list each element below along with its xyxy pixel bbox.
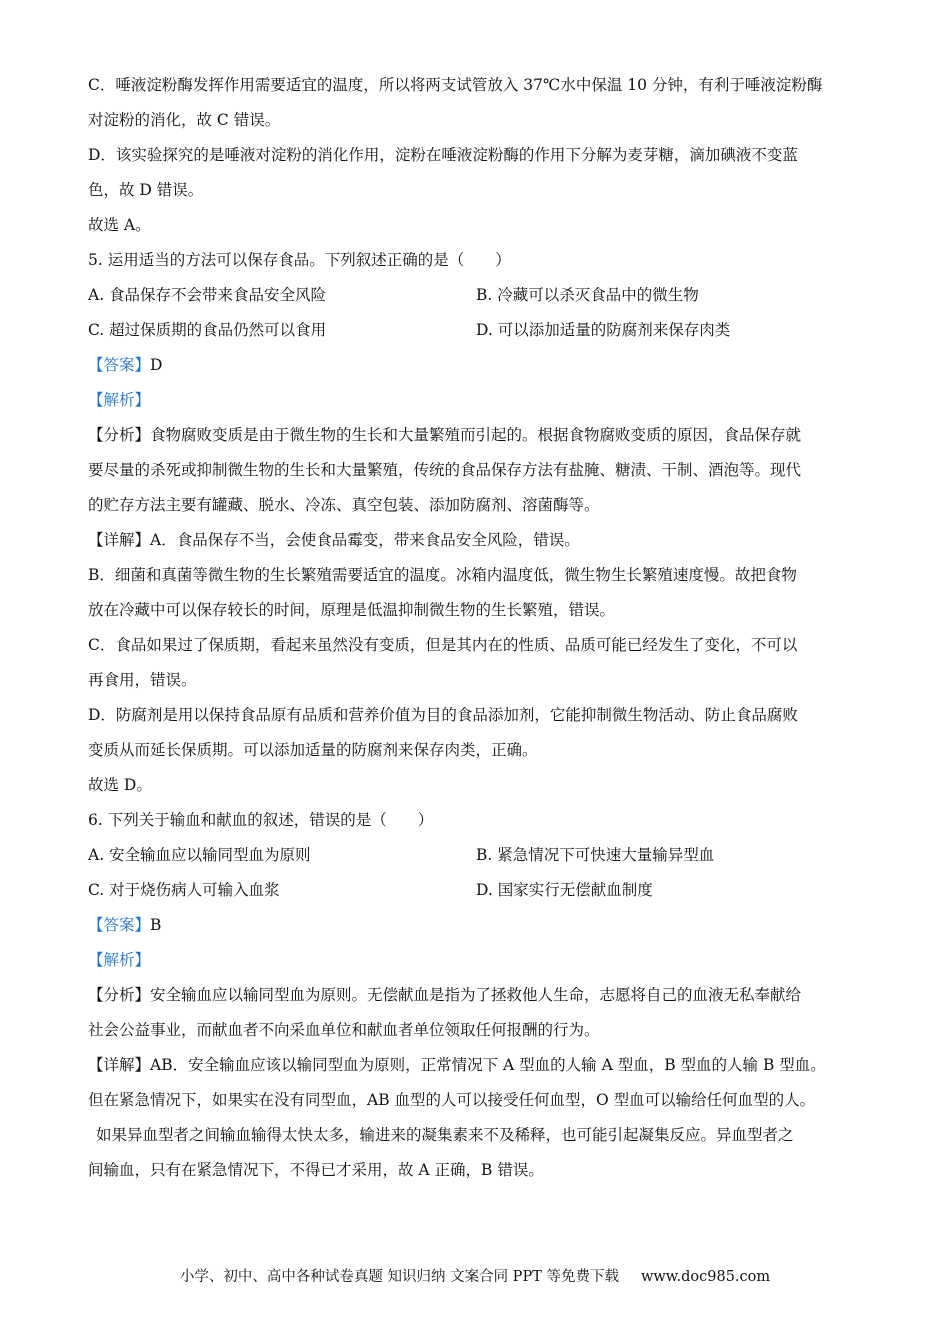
footer-url[interactable]: www.doc985.com — [640, 1269, 771, 1285]
q6-detail-line3 — [88, 1118, 868, 1153]
q5-detail-d-line2: 变质从而延长保质期。可以添加适量的防腐剂来保存肉类，正确。 — [88, 741, 538, 759]
question-5-options-row1 — [88, 278, 868, 313]
prev-option-d-line2: 色，故 D 错误。 — [88, 181, 204, 199]
q6-option-a: A. 安全输血应以输同型血为原则 — [88, 846, 311, 864]
q6-answer-tag: 【答案】 — [88, 916, 151, 934]
q6-detail-text1: AB．安全输血应该以输同型血为原则，正常情况下 A 型血的人输 A 型血，B 型血的人输 B 型血。 — [150, 1056, 826, 1074]
q5-detail-d-line1: D．防腐剂是用以保持食品原有品质和营养价值为目的食品添加剂，它能抑制微生物活动、防止食品腐败 — [88, 706, 798, 724]
q5-detail-c-line2: 再食用，错误。 — [88, 671, 197, 689]
prev-option-c-line2: 对淀粉的消化，故 C 错误。 — [88, 111, 281, 129]
q5-fenxi-text1: 食物腐败变质是由于微生物的生长和大量繁殖而引起的。根据食物腐败变质的原因，食品保存就 — [150, 426, 802, 444]
question-6-options-row1 — [88, 838, 868, 873]
q6-analysis-tag: 【解析】 — [88, 951, 151, 969]
prev-option-c-line1: C．唾液淀粉酶发挥作用需要适宜的温度，所以将两支试管放入 37℃水中保温 10 分钟，有利于唾液淀粉酶 — [88, 76, 823, 94]
q5-answer-tag: 【答案】 — [88, 356, 151, 374]
question-6-stem: 6. 下列关于输血和献血的叙述，错误的是（ ） — [88, 811, 434, 829]
q6-analysis-heading — [88, 943, 868, 978]
footer-text: 小学、初中、高中各种试卷真题 知识归纳 文案合同 PPT 等免费下载 — [179, 1269, 619, 1285]
q6-detail-line2: 但在紧急情况下，如果实在没有同型血，AB 血型的人可以接受任何血型，O 型血可以输给任何血型的人。 — [88, 1091, 816, 1109]
q6-option-c: C. 对于烧伤病人可输入血浆 — [88, 881, 280, 899]
q6-fenxi-line1 — [88, 978, 868, 1013]
q5-fenxi-line1 — [88, 418, 868, 453]
q6-option-d: D. 国家实行无偿献血制度 — [476, 881, 653, 899]
q6-answer — [88, 908, 868, 943]
q6-answer-value: B — [150, 916, 162, 934]
prev-conclusion: 故选 A。 — [88, 216, 151, 234]
q6-option-b: B. 紧急情况下可快速大量输异型血 — [476, 846, 715, 864]
prev-option-d-line1: D．该实验探究的是唾液对淀粉的消化作用，淀粉在唾液淀粉酶的作用下分解为麦芽糖，滴加碘液不变蓝 — [88, 146, 798, 164]
q6-fenxi-line2: 社会公益事业，而献血者不向采血单位和献血者单位领取任何报酬的行为。 — [88, 1021, 600, 1039]
q6-fenxi-text1: 安全输血应以输同型血为原则。无偿献血是指为了拯救他人生命，志愿将自己的血液无私奉献给 — [150, 986, 802, 1004]
q5-detail-a-text: A．食品保存不当，会使食品霉变，带来食品安全风险，错误。 — [150, 531, 580, 549]
q5-answer-value: D — [150, 356, 163, 374]
q5-detail-b-line1: B．细菌和真菌等微生物的生长繁殖需要适宜的温度。冰箱内温度低，微生物生长繁殖速度慢。故把食物 — [88, 566, 797, 584]
question-6-options-row2 — [88, 873, 868, 908]
q5-conclusion: 故选 D。 — [88, 776, 152, 794]
q5-detail-b-line2: 放在冷藏中可以保存较长的时间，原理是低温抑制微生物的生长繁殖，错误。 — [88, 601, 616, 619]
q5-analysis-heading — [88, 383, 868, 418]
q6-detail-line4: 间输血，只有在紧急情况下，不得已才采用，故 A 正确，B 错误。 — [88, 1161, 544, 1179]
question-5-options-row2 — [88, 313, 868, 348]
q5-answer — [88, 348, 868, 383]
q5-fenxi-line3: 的贮存方法主要有罐藏、脱水、冷冻、真空包装、添加防腐剂、溶菌酶等。 — [88, 496, 600, 514]
q5-fenxi-tag: 【分析】 — [88, 426, 151, 444]
q5-option-b: B. 冷藏可以杀灭食品中的微生物 — [476, 286, 699, 304]
q6-detail-text3: 如果异血型者之间输血输得太快太多，输进来的凝集素来不及稀释，也可能引起凝集反应。异血型者之 — [96, 1126, 794, 1144]
q5-detail-a — [88, 523, 868, 558]
q6-fenxi-tag: 【分析】 — [88, 986, 151, 1004]
q5-analysis-tag: 【解析】 — [88, 391, 151, 409]
q6-detail-tag: 【详解】 — [88, 1056, 151, 1074]
page-footer — [0, 1265, 950, 1286]
q5-detail-tag: 【详解】 — [88, 531, 151, 549]
question-5-stem: 5. 运用适当的方法可以保存食品。下列叙述正确的是（ ） — [88, 251, 511, 269]
document-body — [88, 68, 868, 1188]
q6-detail-line1 — [88, 1048, 868, 1083]
q5-detail-c-line1: C．食品如果过了保质期，看起来虽然没有变质，但是其内在的性质、品质可能已经发生了变化，不可以 — [88, 636, 798, 654]
q5-option-d: D. 可以添加适量的防腐剂来保存肉类 — [476, 321, 731, 339]
q5-option-a: A. 食品保存不会带来食品安全风险 — [88, 286, 327, 304]
q5-fenxi-line2: 要尽量的杀死或抑制微生物的生长和大量繁殖，传统的食品保存方法有盐腌、糖渍、干制、酒泡等。现代 — [88, 461, 802, 479]
q5-option-c: C. 超过保质期的食品仍然可以食用 — [88, 321, 327, 339]
